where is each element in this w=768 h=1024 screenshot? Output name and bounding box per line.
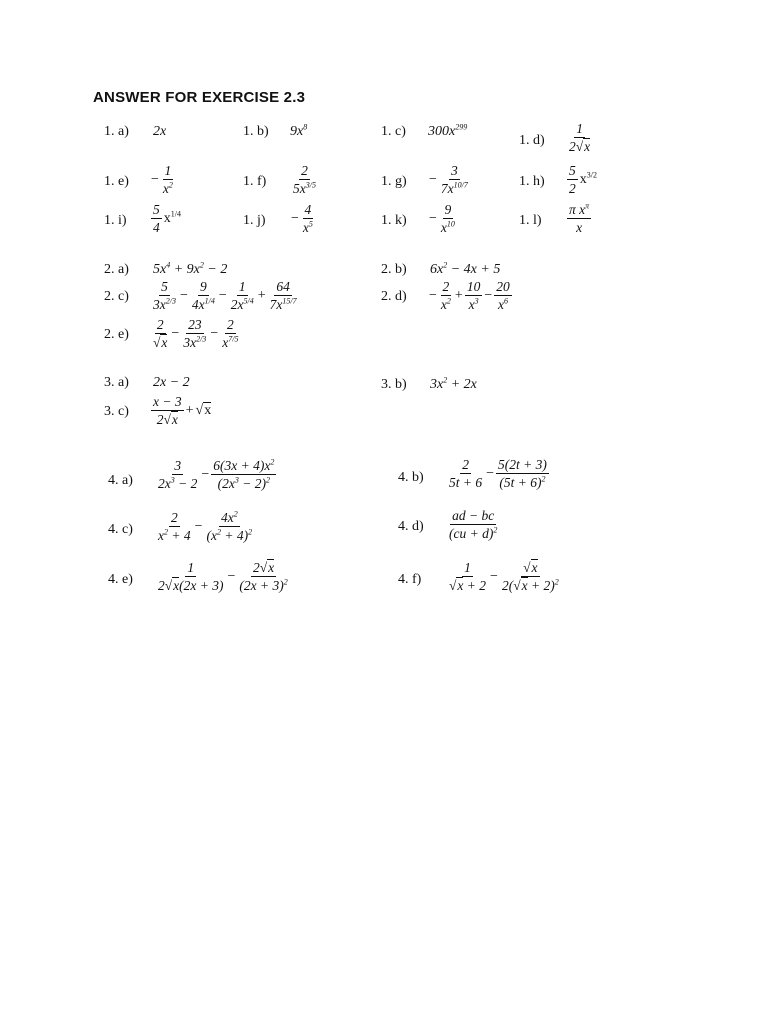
answer-1d: $\frac{1}{2√x}$ (569, 121, 591, 154)
answer-3c: $\frac{x - 3}{2√x}$ + √x (153, 394, 212, 427)
answer-4e: $\frac{1}{2√x(2x + 3)}$ − $\frac{2√x}{(2x + 3)^2}$ (158, 560, 288, 593)
page-title: ANSWER FOR EXERCISE 2.3 (93, 89, 306, 106)
answer-1l: $\frac{\pi x^\pi}{x}$ (569, 201, 590, 235)
label-1i: 1. i) (104, 213, 127, 228)
answer-4b: $\frac{2}{5t + 6}$ − $\frac{5(2t + 3)}{(5t + 6)^2}$ (449, 457, 547, 490)
answer-1b: $9x^8$ (290, 122, 308, 139)
label-4e: 4. e) (108, 572, 133, 587)
label-1c: 1. c) (381, 124, 406, 139)
label-2c: 2. c) (104, 289, 129, 304)
label-1b: 1. b) (243, 124, 269, 139)
label-1h: 1. h) (519, 174, 545, 189)
answer-2d: − $\frac{2}{x^2}$ + $\frac{10}{x^3}$ − $\frac{20}{x^6}$ (429, 279, 510, 312)
answer-1g: − $\frac{3}{7x^{10/7}}$ (429, 163, 468, 196)
label-4d: 4. d) (398, 519, 424, 534)
label-1g: 1. g) (381, 174, 407, 189)
answer-1i: $\frac{5}{4}$ $x^{1/4}$ (153, 202, 181, 235)
answer-4f: $\frac{1}{√x + 2}$ − $\frac{√x}{2(√x + 2)^2}$ (449, 560, 559, 593)
answer-2e: $\frac{2}{√x}$ − $\frac{23}{3x^{2/3}}$ − $\frac{2}{x^{7/5}}$ (153, 317, 239, 350)
label-3b: 3. b) (381, 377, 407, 392)
label-1k: 1. k) (381, 213, 407, 228)
label-4a: 4. a) (108, 473, 133, 488)
answer-3b: $3x^2 + 2x$ (430, 375, 477, 392)
answer-4d: $\frac{ad - bc}{(cu + d)^2}$ (449, 508, 498, 541)
label-2b: 2. b) (381, 262, 407, 277)
label-1a: 1. a) (104, 124, 129, 139)
label-1j: 1. j) (243, 213, 266, 228)
answer-4a: $\frac{3}{2x^3 - 2}$ − $\frac{6(3x + 4)x^2}{(2x^3 - 2)^2}$ (158, 457, 275, 491)
label-4f: 4. f) (398, 572, 422, 587)
label-2e: 2. e) (104, 327, 129, 342)
answer-1h: $\frac{5}{2}$ $x^{3/2}$ (569, 163, 597, 196)
label-3c: 3. c) (104, 404, 129, 419)
answer-2a: $5x^4 + 9x^2 - 2$ (153, 260, 228, 277)
label-1e: 1. e) (104, 174, 129, 189)
label-1l: 1. l) (519, 213, 542, 228)
answer-1f: $\frac{2}{5x^{3/5}}$ (293, 163, 316, 196)
label-2d: 2. d) (381, 289, 407, 304)
answer-3a: 2x − 2 (153, 375, 190, 390)
answer-2c: $\frac{5}{3x^{2/3}}$ − $\frac{9}{4x^{1/4}}$ − $\frac{1}{2x^{5/4}}$ + $\frac{64}{7x^{15/7}}$ (153, 279, 297, 312)
label-1f: 1. f) (243, 174, 267, 189)
answer-1e: − $\frac{1}{x^2}$ (151, 163, 173, 196)
label-4b: 4. b) (398, 470, 424, 485)
answer-2b: $6x^2 - 4x + 5$ (430, 260, 501, 277)
label-2a: 2. a) (104, 262, 129, 277)
answer-4c: $\frac{2}{x^2 + 4}$ − $\frac{4x^2}{(x^2 + 4)^2}$ (158, 509, 253, 543)
answer-1c: $300x^{299}$ (428, 122, 468, 139)
label-4c: 4. c) (108, 522, 133, 537)
label-1d: 1. d) (519, 133, 545, 148)
label-3a: 3. a) (104, 375, 129, 390)
answer-1j: − $\frac{4}{x^5}$ (291, 202, 313, 235)
answer-1k: − $\frac{9}{x^{10}}$ (429, 202, 455, 235)
answer-1a: 2x (153, 124, 167, 139)
